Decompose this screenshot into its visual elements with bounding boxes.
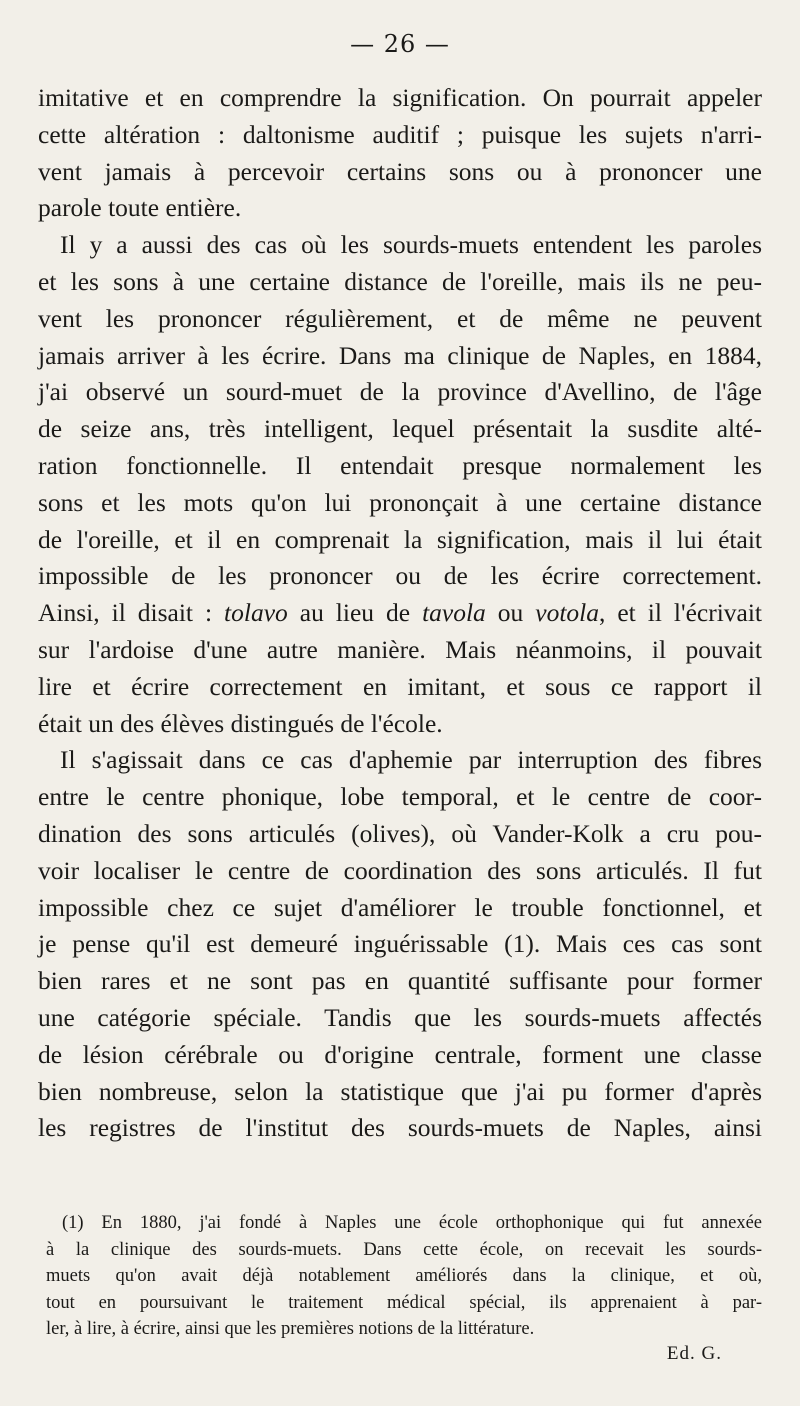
italic-word: tolavo: [224, 598, 288, 628]
page-number: — 26 —: [350, 30, 450, 58]
text-line: de lésion cérébrale ou d'origine centrale, forment une classe: [38, 1039, 762, 1069]
text-line: bien rares et ne sont pas en quantité suffisante pour former: [38, 966, 762, 996]
italic-word: tavola: [422, 598, 486, 628]
text-line: vent jamais à percevoir certains sons ou à prononcer une: [38, 156, 762, 186]
text-line: voir localiser le centre de coordination des sons articulés. Il fut: [38, 855, 762, 885]
text-line: était un des élèves distingués de l'école.: [38, 708, 443, 738]
text-line: Il y a aussi des cas où les sourds-muets entendent les paroles: [60, 230, 762, 260]
text-line: j'ai observé un sourd-muet de la province d'Avellino, de l'âge: [38, 377, 762, 407]
text-line: parole toute entière.: [38, 193, 242, 223]
footnote-signature: Ed. G.: [666, 1343, 722, 1364]
text-line: de l'oreille, et il en comprenait la signification, mais il lui était: [38, 524, 762, 554]
footnote-line: (1) En 1880, j'ai fondé à Naples une école orthophonique qui fut annexée: [62, 1213, 762, 1233]
text-line: impossible chez ce sujet d'améliorer le trouble fonctionnel, et: [38, 892, 762, 922]
text-segment: , et il l'écrivait: [599, 598, 763, 628]
text-line: vent les prononcer régulièrement, et de même ne peuvent: [38, 303, 762, 333]
text-line: lire et écrire correctement en imitant, et sous ce rapport il: [38, 671, 762, 701]
text-line: entre le centre phonique, lobe temporal, et le centre de coor-: [38, 782, 762, 812]
text-line: une catégorie spéciale. Tandis que les sourds-muets affectés: [38, 1002, 762, 1032]
text-line: impossible de les prononcer ou de les écrire correctement.: [38, 561, 762, 591]
footnote-line: à la clinique des sourds-muets. Dans cette école, on recevait les sourds-: [46, 1239, 762, 1260]
body-text: [38, 80, 762, 1147]
footnote-line: tout en poursuivant le traitement médical spécial, ils apprenaient à par-: [46, 1292, 762, 1313]
text-line: les registres de l'institut des sourds-muets de Naples, ainsi: [38, 1113, 762, 1143]
text-segment: Ainsi, il disait :: [38, 598, 225, 628]
text-segment: ou: [485, 598, 536, 628]
text-segment: au lieu de: [287, 598, 423, 628]
text-line: dination des sons articulés (olives), où Vander-Kolk a cru pou-: [38, 818, 762, 848]
text-line: imitative et en comprendre la signification. On pourrait appeler: [38, 83, 762, 112]
text-line: bien nombreuse, selon la statistique que j'ai pu former d'après: [38, 1076, 762, 1106]
footnote-line: muets qu'on avait déjà notablement améliorés dans la clinique, et où,: [46, 1266, 762, 1286]
footnote: [46, 1210, 762, 1343]
text-line: et les sons à une certaine distance de l'oreille, mais ils ne peu-: [38, 266, 762, 296]
text-line: ration fonctionnelle. Il entendait presque normalement les: [38, 450, 762, 480]
text-line: sur l'ardoise d'une autre manière. Mais néanmoins, il pouvait: [38, 634, 762, 664]
text-line-with-italics: [38, 595, 762, 632]
text-line: je pense qu'il est demeuré inguérissable (1). Mais ces cas sont: [38, 929, 762, 959]
footnote-line: ler, à lire, à écrire, ainsi que les premières notions de la littérature.: [46, 1319, 535, 1339]
text-line: jamais arriver à les écrire. Dans ma clinique de Naples, en 1884,: [38, 340, 762, 370]
text-line: cette altération : daltonisme auditif ; puisque les sujets n'arri-: [38, 119, 762, 149]
text-line: sons et les mots qu'on lui prononçait à une certaine distance: [38, 487, 762, 517]
italic-word: votola: [535, 598, 600, 628]
text-line: Il s'agissait dans ce cas d'aphemie par interruption des fibres: [60, 745, 762, 775]
text-line: de seize ans, très intelligent, lequel présentait la susdite alté-: [38, 414, 762, 444]
